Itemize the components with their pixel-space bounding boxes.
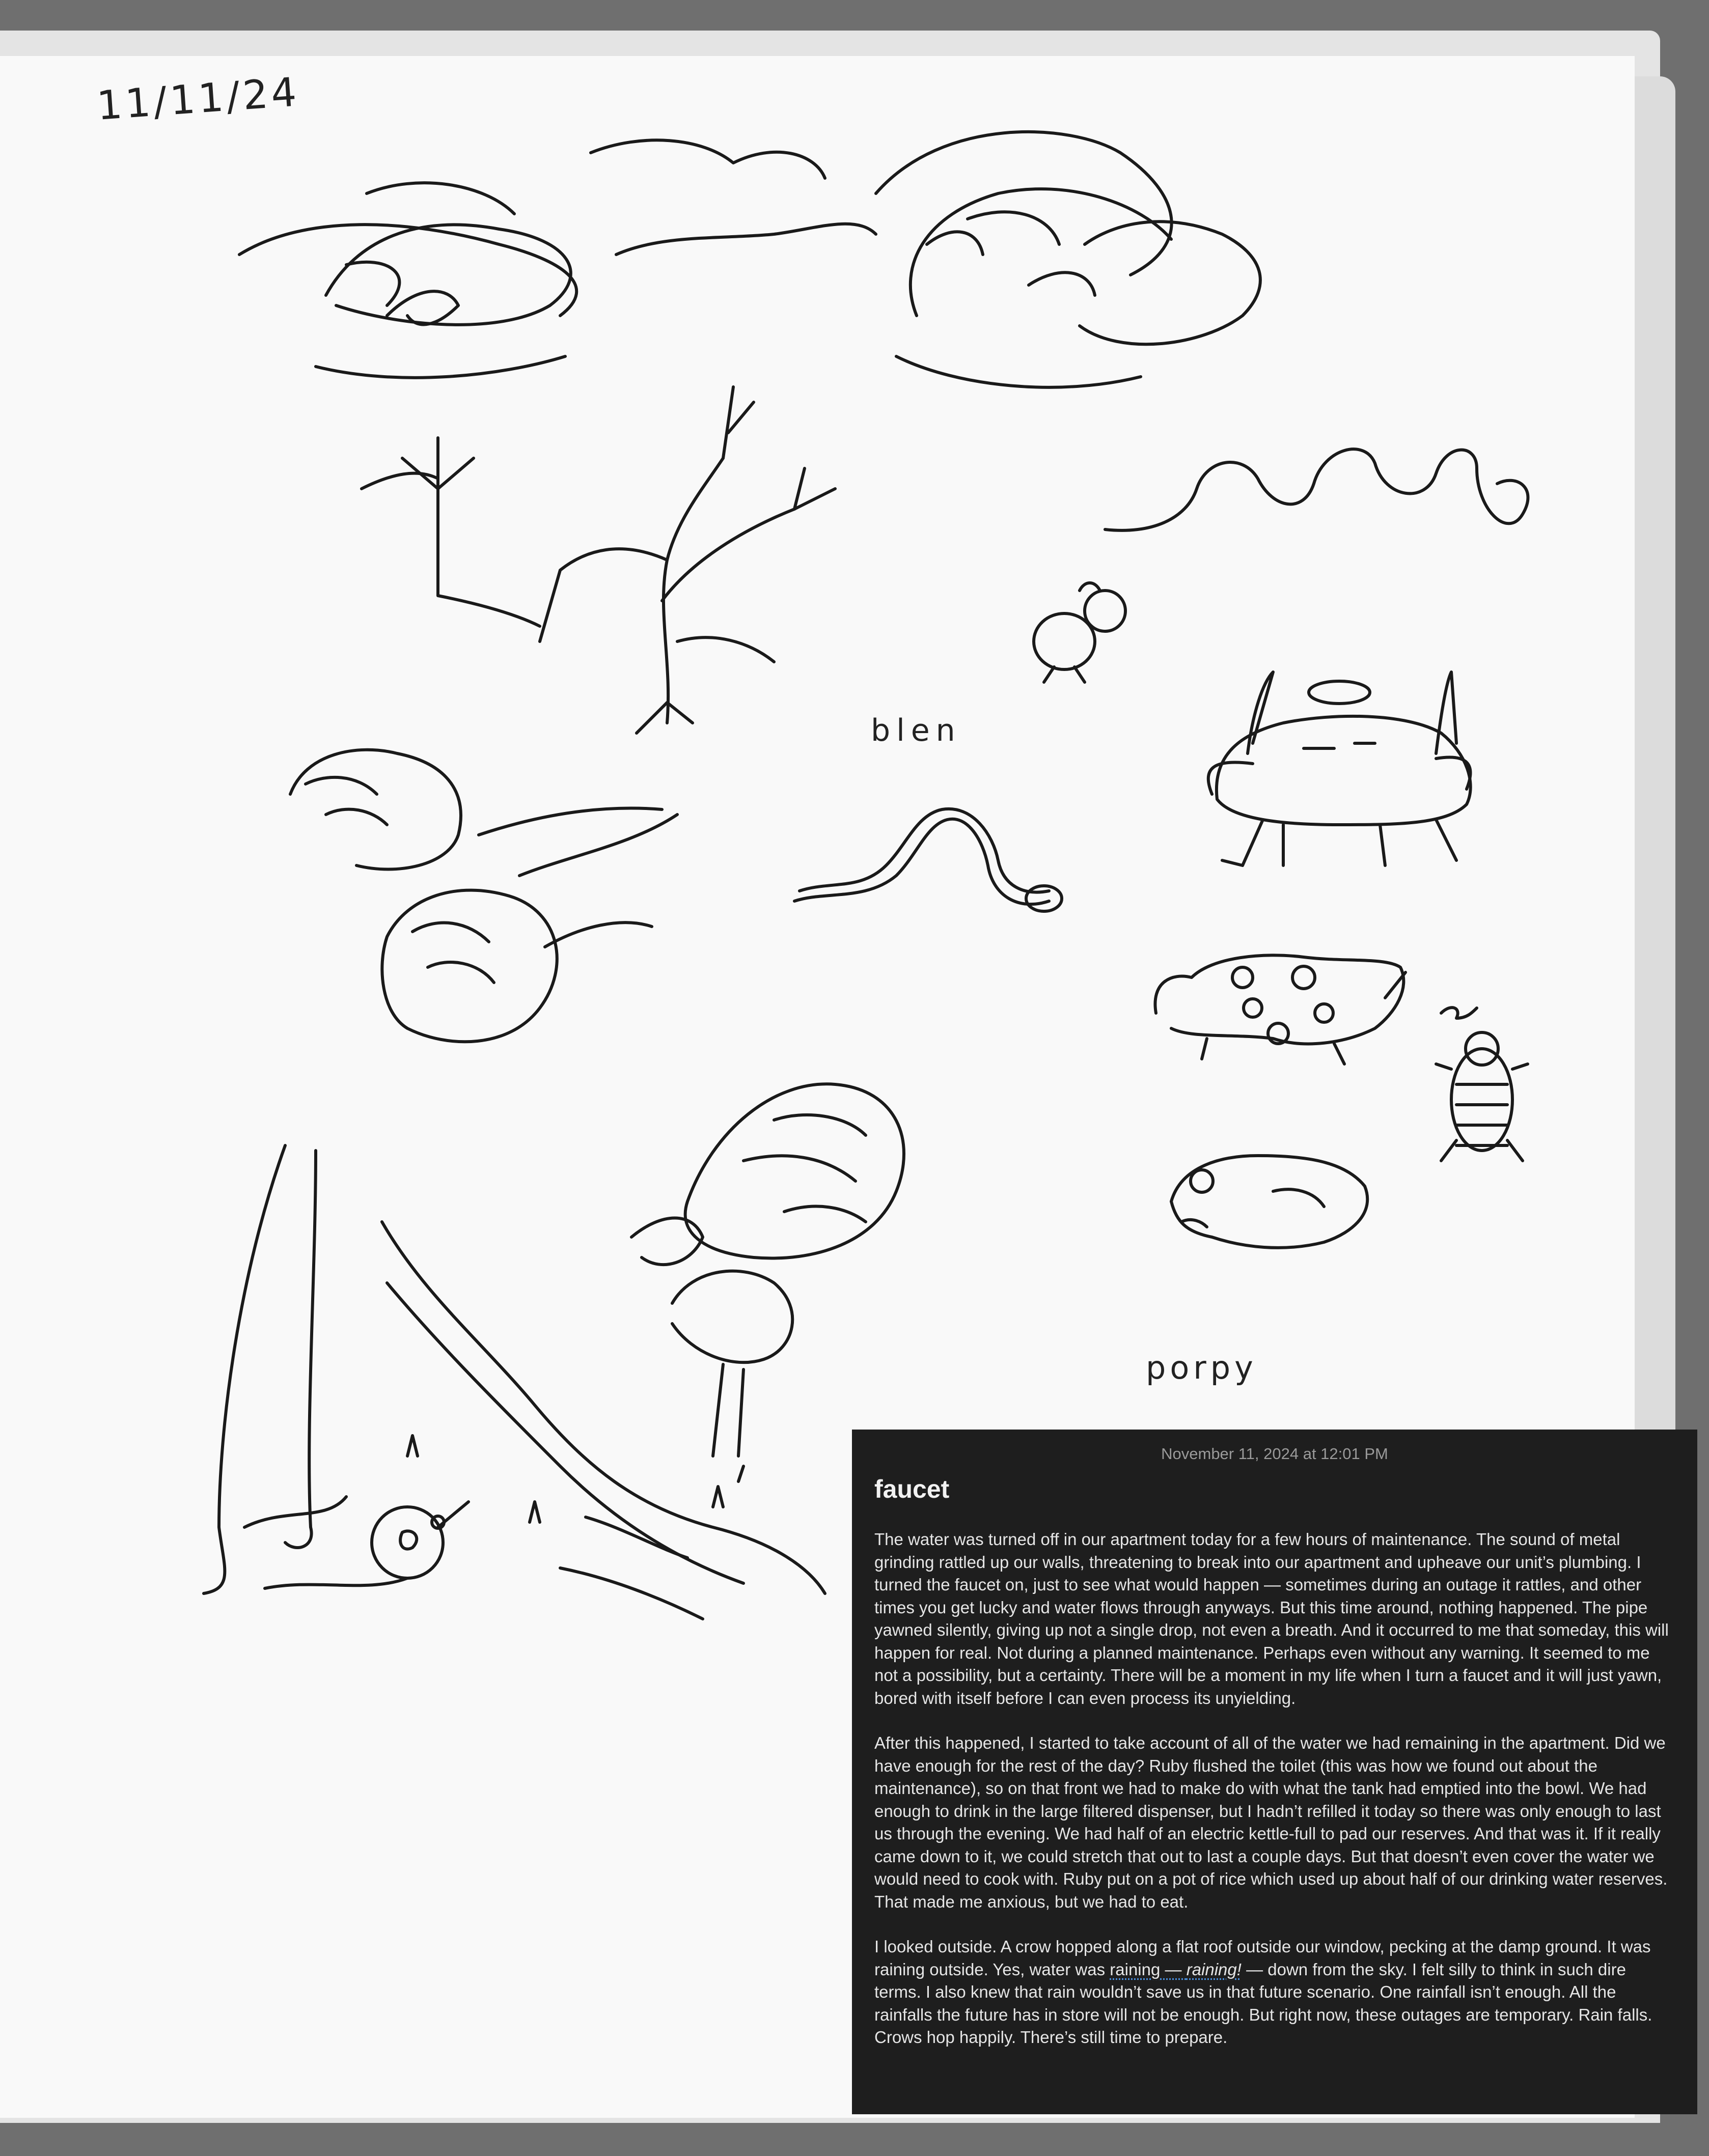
note-timestamp: November 11, 2024 at 12:01 PM: [1161, 1445, 1388, 1463]
beetle-drawing: [1436, 1007, 1528, 1161]
cloud-scribbles: [239, 132, 1260, 387]
large-tree: [204, 750, 904, 1619]
note-title: faucet: [874, 1475, 950, 1503]
wave-line: [1105, 449, 1528, 530]
note-paragraph-3-start: I looked outside. A crow hopped along a flat roof outside our window, pecking at the damp ground. It was raining outside. Yes, water was: [874, 1937, 1651, 1979]
note-raining-dash: —: [1160, 1959, 1187, 1979]
spotted-frog-drawing: [1155, 955, 1405, 1064]
bare-tree-branches: [362, 387, 835, 733]
note-raining-word: raining: [1110, 1959, 1161, 1979]
snail-drawing: [372, 1502, 468, 1578]
note-paragraph-1: The water was turned off in our apartment today for a few hours of maintenance. The sound of metal grinding rattled up our walls, threatening to break into our apartment and upheave our unit’s plumbing. I turned the faucet on, just to see what would happen — sometimes during an outage it rattles, and other times you get lucky and water flows through anyways. But this time around, nothing happened. The pipe yawned silently, giving up not a single drop, not even a breath. And it occurred to me that someday, this will happen for real. Not during a planned maintenance. Perhaps even without any warning. It seemed to me not a possibility, but a certainty. There will be a moment in my life when I turn a faucet and it will just yawn, bored with itself before I can even process its unyielding.: [874, 1530, 1669, 1707]
worm-drawing: [794, 819, 1049, 904]
worm-body-outline: [800, 809, 1049, 892]
handwritten-label-porpy: porpy: [1146, 1349, 1257, 1386]
puffer-fish-drawing: [1171, 1156, 1367, 1248]
handwritten-label-blen: blen: [871, 713, 961, 748]
worm-head: [1026, 886, 1062, 911]
small-bug-drawing: [1034, 583, 1125, 682]
halo-frog-drawing: [1208, 672, 1471, 865]
note-rain-link: [1110, 1960, 1242, 1979]
handwritten-date: 11/11/24: [95, 69, 301, 129]
note-paragraph-2: After this happened, I started to take account of all of the water we had remaining in the apartment. Did we have enough for the rest of the day? Ruby flushed the toilet (this was how we found out about the maintenance), so on that front we had to make do with what the tank had emptied into the bowl. We had enough to drink in the large filtered dispenser, but I hadn’t refilled it today so there was only enough to last us through the evening. We had half of an electric kettle-full to pad our reserves. And that was it. If it really came down to it, we could stretch that out to last a couple days. But that doesn’t even cover the water we would need to cook with. Ruby put on a pot of rice which used up about half of our drinking water reserves. That made me anxious, but we had to eat.: [874, 1733, 1668, 1911]
note-paragraph-3-end: — down from the sky. I felt silly to think in such dire terms. I also knew that rain wouldn’t save us in that future scenario. One rainfall isn’t enough. All the rainfalls the future has in store will not be enough. But right now, these outages are temporary. Rain falls. Crows hop happily. There’s still time to prepare.: [874, 1959, 1652, 2047]
note-raining-emphasis: raining!: [1186, 1959, 1242, 1979]
journal-note-panel: [852, 1430, 1697, 2114]
note-paragraph-3: [874, 1936, 1675, 2049]
